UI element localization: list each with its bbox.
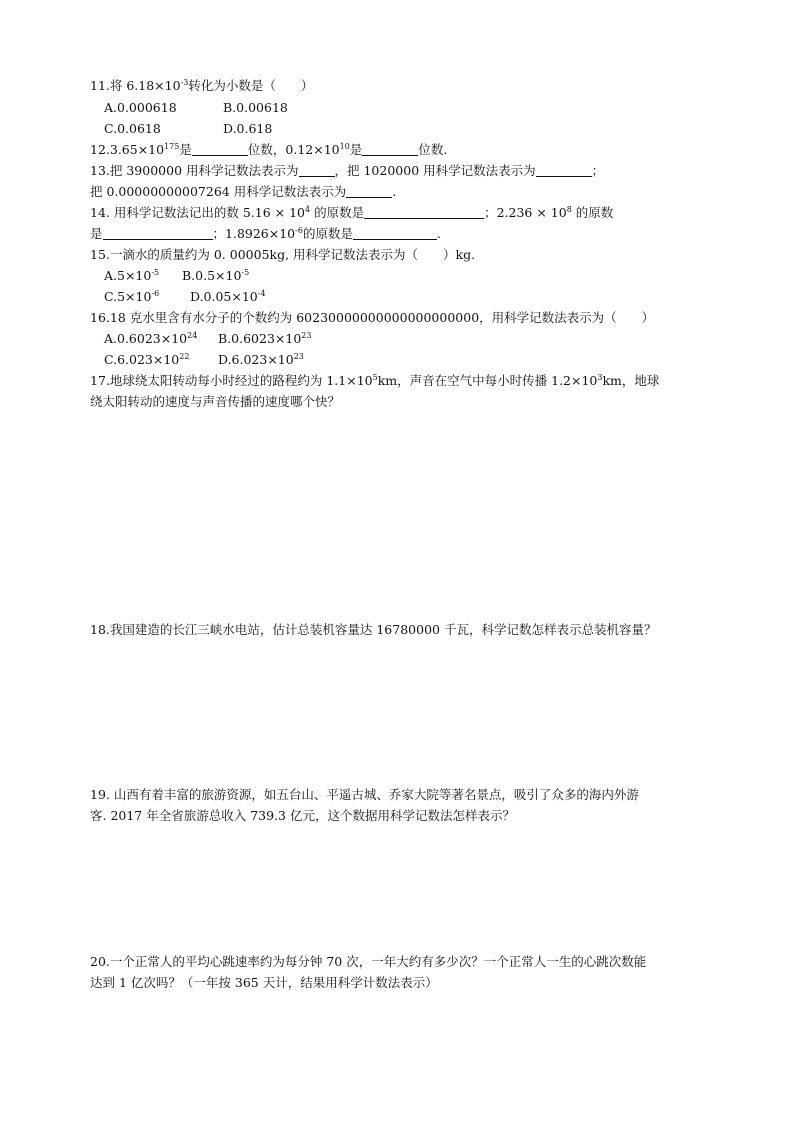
q16-option-d: $D.6.023\times 10^{23}$ — [218, 352, 304, 367]
answer-blank — [192, 143, 248, 156]
question-20-line-1: 20.一个正常人的平均心跳速率约为每分钟 70 次，一年大约有多少次？一个正常人一生的心跳次数能 — [90, 954, 647, 969]
question-18: 18.我国建造的长江三峡水电站，估计总装机容量达 16780000 千瓦，科学记数怎样表示总装机容量？ — [90, 622, 657, 637]
q11-option-b: B.0.00618 — [223, 100, 288, 115]
question-11: 11.将 $6.18\times 10^{-3}$转化为小数是（ ） — [90, 78, 314, 93]
answer-blank — [362, 143, 418, 156]
question-17-line-1: 17.地球绕太阳转动每小时经过的路程约为 $1.1\times 10^5km$，声音在空气中每小时传播 $1.2\times 10^3km$，地球 — [90, 373, 660, 388]
q16-option-c: $C.6.023\times 10^{22}$ — [104, 352, 190, 367]
q11-option-d: D.0.618 — [223, 121, 273, 136]
q16-option-a: $A.0.6023\times 10^{24}$ — [104, 331, 198, 346]
answer-blank — [103, 227, 213, 240]
q15-option-a: $A.5\times 10^{-5}$ — [104, 268, 160, 283]
question-15: 15.一滴水的质量约为 0. 00005kg, 用科学记数法表示为（ ）kg. — [90, 247, 476, 262]
q11-option-a: A.0.000618 — [104, 100, 177, 115]
answer-blank — [364, 206, 484, 219]
q15-option-d: $D.0.05\times 10^{-4}$ — [190, 289, 266, 304]
q15-option-b: $B.0.5\times 10^{-5}$ — [182, 268, 250, 283]
question-17-line-2: 绕太阳转动的速度与声音传播的速度哪个快？ — [90, 394, 341, 409]
question-14-line-1: 14. 用科学记数法记出的数 $5.16 \times 10^4$ 的原数是 ；$2.236 \times 10^8$ 的原数 — [90, 205, 614, 220]
question-14-line-2: 是 ；$1.8926\times 10^{-6}$的原数是 . — [90, 226, 441, 241]
answer-blank — [353, 227, 437, 240]
q15-option-c: $C.5\times 10^{-6}$ — [104, 289, 160, 304]
question-19-line-1: 19. 山西有着丰富的旅游资源，如五台山、平遥古城、乔家大院等著名景点，吸引了众多的海内外游 — [90, 787, 639, 802]
q11-option-c: C.0.0618 — [104, 121, 161, 136]
question-13-line-1: 13.把 3900000 用科学记数法表示为 ，把 1020000 用科学记数法表示为 ； — [90, 163, 605, 178]
answer-blank — [536, 164, 592, 177]
answer-blank — [346, 185, 392, 198]
answer-blank — [299, 164, 335, 177]
q16-option-b: $B.0.6023\times 10^{23}$ — [218, 331, 312, 346]
question-19-line-2: 客. 2017 年全省旅游总收入 739.3 亿元，这个数据用科学记数法怎样表示？ — [90, 808, 515, 823]
question-16: 16.18 克水里含有水分子的个数约为 60230000000000000000000，用科学记数法表示为（ ） — [90, 310, 655, 325]
question-13-line-2: 把 0.00000000007264 用科学记数法表示为 . — [90, 184, 397, 199]
question-20-line-2: 达到 1 亿次吗？（一年按 365 天计，结果用科学计数法表示） — [90, 975, 438, 990]
question-12: $12.3.65\times 10^{175}$是 位数，$0.12\times 10^{10}$是 位数. — [90, 142, 448, 157]
